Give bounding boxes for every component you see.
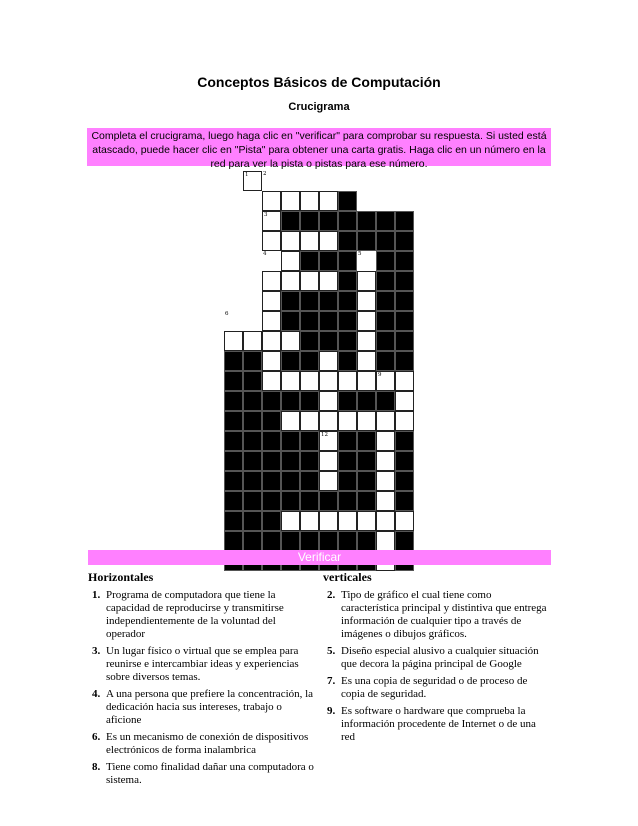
clue-text: Programa de computadora que tiene la capacidad de reproducirse y transmitirse independientemente de la voluntad del operador xyxy=(106,589,284,640)
grid-block xyxy=(338,431,357,451)
grid-empty xyxy=(376,191,395,211)
grid-block xyxy=(395,291,414,311)
grid-block xyxy=(338,231,357,251)
grid-block xyxy=(338,191,357,211)
grid-empty xyxy=(262,171,281,191)
grid-block xyxy=(319,531,338,551)
grid-block xyxy=(338,291,357,311)
grid-cell[interactable] xyxy=(319,371,338,391)
grid-empty xyxy=(224,191,243,211)
grid-block xyxy=(281,211,300,231)
clue-item xyxy=(92,731,314,757)
clue-text: Es una copia de seguridad o de proceso de copia de seguridad. xyxy=(341,675,528,700)
grid-block xyxy=(300,331,319,351)
grid-cell[interactable] xyxy=(319,431,338,451)
grid-cell[interactable] xyxy=(281,231,300,251)
grid-block xyxy=(395,251,414,271)
clue-item xyxy=(92,589,314,641)
grid-empty xyxy=(224,231,243,251)
grid-cell[interactable] xyxy=(319,411,338,431)
clue-number[interactable]: 4 xyxy=(263,251,267,257)
grid-empty xyxy=(243,311,262,331)
grid-block xyxy=(338,391,357,411)
grid-cell[interactable] xyxy=(376,431,395,451)
clue-item xyxy=(92,688,314,727)
grid-block xyxy=(224,431,243,451)
clue-number[interactable]: 12 xyxy=(321,432,328,438)
grid-cell[interactable] xyxy=(262,291,281,311)
clue-item xyxy=(92,761,314,787)
grid-block xyxy=(338,331,357,351)
grid-block xyxy=(338,491,357,511)
clue-number[interactable]: 7 xyxy=(321,332,325,338)
grid-cell[interactable] xyxy=(281,411,300,431)
grid-empty xyxy=(357,191,376,211)
grid-block xyxy=(262,491,281,511)
grid-cell[interactable] xyxy=(319,391,338,411)
grid-block xyxy=(357,231,376,251)
grid-cell[interactable] xyxy=(395,511,414,531)
instructions-banner: Completa el crucigrama, luego haga clic en "verificar" para comprobar su respuesta. Si usted está atascado, puede hacer clic en "Pista" para obtener una carta gratis. Haga clic en un número en la red para ver la pista o pistas para ese número. xyxy=(87,128,551,166)
grid-block xyxy=(376,311,395,331)
grid-cell[interactable] xyxy=(395,391,414,411)
grid-empty xyxy=(300,171,319,191)
grid-block xyxy=(357,471,376,491)
grid-cell[interactable] xyxy=(376,491,395,511)
grid-cell[interactable] xyxy=(319,271,338,291)
grid-block xyxy=(281,291,300,311)
clue-number-label: 5. xyxy=(327,645,336,657)
grid-block xyxy=(300,211,319,231)
grid-block xyxy=(300,531,319,551)
clue-number[interactable]: 11 xyxy=(359,392,366,398)
grid-cell[interactable] xyxy=(262,311,281,331)
grid-cell[interactable] xyxy=(262,331,281,351)
grid-block xyxy=(262,531,281,551)
grid-empty xyxy=(224,311,243,331)
grid-cell[interactable] xyxy=(319,351,338,371)
grid-cell[interactable] xyxy=(281,511,300,531)
grid-block xyxy=(281,531,300,551)
clue-item xyxy=(92,645,314,684)
grid-block xyxy=(338,531,357,551)
grid-empty xyxy=(376,171,395,191)
grid-block xyxy=(395,471,414,491)
grid-cell[interactable] xyxy=(319,191,338,211)
grid-cell[interactable] xyxy=(262,371,281,391)
grid-empty xyxy=(224,211,243,231)
grid-block xyxy=(395,491,414,511)
grid-block xyxy=(376,351,395,371)
clue-text: Es un mecanismo de conexión de dispositivos electrónicos de forma inalambrica xyxy=(106,731,309,756)
grid-block xyxy=(281,471,300,491)
grid-block xyxy=(395,451,414,471)
grid-block xyxy=(376,231,395,251)
grid-block xyxy=(243,391,262,411)
grid-empty xyxy=(281,171,300,191)
grid-block xyxy=(300,451,319,471)
grid-cell[interactable] xyxy=(357,291,376,311)
grid-empty xyxy=(243,271,262,291)
grid-block xyxy=(357,531,376,551)
grid-cell[interactable] xyxy=(376,411,395,431)
grid-cell[interactable] xyxy=(395,411,414,431)
grid-block xyxy=(300,251,319,271)
grid-cell[interactable] xyxy=(376,371,395,391)
grid-cell[interactable] xyxy=(319,511,338,531)
grid-block xyxy=(319,311,338,331)
grid-cell[interactable] xyxy=(262,231,281,251)
grid-block xyxy=(357,491,376,511)
clue-number-label: 2. xyxy=(327,589,336,601)
grid-block xyxy=(224,371,243,391)
grid-cell[interactable] xyxy=(262,271,281,291)
clue-number[interactable]: 9 xyxy=(378,372,382,378)
grid-block xyxy=(262,511,281,531)
grid-empty xyxy=(224,271,243,291)
clue-text: Tiene como finalidad dañar una computadora o sistema. xyxy=(106,761,314,786)
grid-empty xyxy=(243,191,262,211)
grid-block xyxy=(243,431,262,451)
grid-block xyxy=(224,411,243,431)
grid-block xyxy=(300,471,319,491)
grid-block xyxy=(338,251,357,271)
grid-cell[interactable] xyxy=(281,251,300,271)
grid-block xyxy=(376,251,395,271)
grid-block xyxy=(243,411,262,431)
grid-block xyxy=(224,471,243,491)
grid-empty xyxy=(357,251,376,271)
grid-empty xyxy=(224,291,243,311)
grid-block xyxy=(376,211,395,231)
grid-cell[interactable] xyxy=(281,371,300,391)
clue-number-label: 7. xyxy=(327,675,336,687)
grid-empty xyxy=(243,231,262,251)
grid-empty xyxy=(319,171,338,191)
clue-item xyxy=(327,705,549,744)
grid-block xyxy=(243,351,262,371)
grid-cell[interactable] xyxy=(338,371,357,391)
grid-block xyxy=(281,451,300,471)
grid-block xyxy=(243,531,262,551)
grid-cell[interactable] xyxy=(243,331,262,351)
grid-block xyxy=(395,211,414,231)
grid-block xyxy=(395,231,414,251)
grid-block xyxy=(281,431,300,451)
grid-block xyxy=(376,291,395,311)
down-clues xyxy=(323,570,549,748)
clue-number[interactable]: 10 xyxy=(264,392,271,398)
grid-cell[interactable] xyxy=(319,231,338,251)
grid-block xyxy=(357,391,376,411)
across-clues xyxy=(88,570,314,791)
clue-number-label: 9. xyxy=(327,705,336,717)
down-heading: verticales xyxy=(323,570,372,584)
grid-block xyxy=(224,531,243,551)
grid-empty xyxy=(395,171,414,191)
grid-empty xyxy=(224,251,243,271)
grid-empty xyxy=(395,191,414,211)
clue-number[interactable]: 13 xyxy=(302,472,309,478)
grid-cell[interactable] xyxy=(357,271,376,291)
grid-block xyxy=(281,491,300,511)
clue-number-label: 1. xyxy=(92,589,101,601)
clue-text: Es software o hardware que comprueba la información procedente de Internet o de una red xyxy=(341,705,536,743)
grid-cell[interactable] xyxy=(281,271,300,291)
grid-block xyxy=(395,351,414,371)
grid-block xyxy=(338,211,357,231)
grid-block xyxy=(357,451,376,471)
grid-block xyxy=(357,431,376,451)
grid-cell[interactable] xyxy=(243,171,262,191)
grid-block xyxy=(395,271,414,291)
grid-empty xyxy=(338,171,357,191)
grid-cell[interactable] xyxy=(300,271,319,291)
grid-block xyxy=(319,291,338,311)
grid-block xyxy=(224,491,243,511)
grid-block xyxy=(224,351,243,371)
grid-cell[interactable] xyxy=(376,511,395,531)
page-subtitle: Crucigrama xyxy=(288,101,350,113)
grid-cell[interactable] xyxy=(319,471,338,491)
grid-cell[interactable] xyxy=(262,191,281,211)
grid-block xyxy=(395,331,414,351)
clue-number-label: 6. xyxy=(92,731,101,743)
grid-block xyxy=(262,451,281,471)
grid-block xyxy=(338,311,357,331)
grid-cell[interactable] xyxy=(338,511,357,531)
grid-block xyxy=(300,291,319,311)
grid-block xyxy=(262,411,281,431)
grid-cell[interactable] xyxy=(357,371,376,391)
grid-cell[interactable] xyxy=(300,511,319,531)
grid-block xyxy=(376,391,395,411)
grid-empty xyxy=(243,251,262,271)
grid-cell[interactable] xyxy=(376,451,395,471)
grid-empty xyxy=(262,251,281,271)
grid-block xyxy=(319,211,338,231)
clue-number[interactable]: 3 xyxy=(264,212,268,218)
grid-cell[interactable] xyxy=(357,411,376,431)
page-title: Conceptos Básicos de Computación xyxy=(197,74,441,90)
grid-block xyxy=(300,491,319,511)
across-heading: Horizontales xyxy=(88,570,154,584)
grid-block xyxy=(243,491,262,511)
grid-cell[interactable] xyxy=(281,191,300,211)
grid-block xyxy=(319,491,338,511)
grid-cell[interactable] xyxy=(357,311,376,331)
clue-number-label: 3. xyxy=(92,645,101,657)
clue-number-label: 4. xyxy=(92,688,101,700)
grid-block xyxy=(338,471,357,491)
clue-number[interactable]: 5 xyxy=(358,251,362,257)
clue-text: A una persona que prefiere la concentración, la dedicación hacia sus intereses, trabajo o aficione xyxy=(106,688,314,726)
clue-number[interactable]: 6 xyxy=(225,311,229,317)
grid-block xyxy=(300,391,319,411)
grid-block xyxy=(338,351,357,371)
grid-block xyxy=(319,331,338,351)
grid-empty xyxy=(357,171,376,191)
grid-cell[interactable] xyxy=(300,411,319,431)
clue-item xyxy=(327,589,549,641)
grid-block xyxy=(243,451,262,471)
grid-cell[interactable] xyxy=(262,351,281,371)
grid-block xyxy=(395,531,414,551)
grid-block xyxy=(262,391,281,411)
grid-block xyxy=(224,391,243,411)
crossword-grid xyxy=(224,171,414,571)
grid-block xyxy=(395,311,414,331)
clue-number[interactable]: 2 xyxy=(263,171,267,177)
grid-cell[interactable] xyxy=(224,331,243,351)
clue-item xyxy=(327,675,549,701)
grid-cell[interactable] xyxy=(300,191,319,211)
clue-text: Tipo de gráfico el cual tiene como característica principal y distintiva que entrega información de cualquier tipo a través de imágenes o dibujos gráficos. xyxy=(341,589,547,640)
clue-number-label: 8. xyxy=(92,761,101,773)
grid-block xyxy=(395,431,414,451)
clue-text: Un lugar físico o virtual que se emplea para reunirse e intercambiar ideas y experiencias sobre diversos temas. xyxy=(106,645,299,683)
grid-cell[interactable] xyxy=(376,471,395,491)
clue-item xyxy=(327,645,549,671)
grid-block xyxy=(224,511,243,531)
grid-cell[interactable] xyxy=(357,331,376,351)
grid-cell[interactable] xyxy=(281,331,300,351)
grid-block xyxy=(376,271,395,291)
grid-block xyxy=(376,331,395,351)
grid-empty xyxy=(224,171,243,191)
grid-block xyxy=(224,451,243,471)
grid-block xyxy=(338,451,357,471)
grid-block xyxy=(262,431,281,451)
grid-block xyxy=(338,271,357,291)
grid-block xyxy=(281,311,300,331)
clue-text: Diseño especial alusivo a cualquier situación que decora la página principal de Google xyxy=(341,645,539,670)
grid-block xyxy=(357,211,376,231)
grid-block xyxy=(281,351,300,371)
clue-number[interactable]: 8 xyxy=(245,352,249,358)
grid-block xyxy=(262,471,281,491)
grid-block xyxy=(300,431,319,451)
grid-block xyxy=(300,311,319,331)
grid-cell[interactable] xyxy=(357,351,376,371)
grid-cell[interactable] xyxy=(376,531,395,551)
grid-block xyxy=(319,251,338,271)
grid-block xyxy=(243,471,262,491)
grid-empty xyxy=(243,211,262,231)
grid-empty xyxy=(243,291,262,311)
grid-cell[interactable] xyxy=(300,231,319,251)
grid-cell[interactable] xyxy=(338,411,357,431)
grid-block xyxy=(300,351,319,371)
grid-cell[interactable] xyxy=(319,451,338,471)
grid-block xyxy=(281,391,300,411)
grid-cell[interactable] xyxy=(300,371,319,391)
grid-block xyxy=(243,511,262,531)
grid-block xyxy=(243,371,262,391)
grid-cell[interactable] xyxy=(357,511,376,531)
verify-button[interactable]: Verificar xyxy=(88,550,551,565)
clue-number[interactable]: 1 xyxy=(245,172,249,178)
grid-cell[interactable] xyxy=(262,211,281,231)
grid-cell[interactable] xyxy=(395,371,414,391)
